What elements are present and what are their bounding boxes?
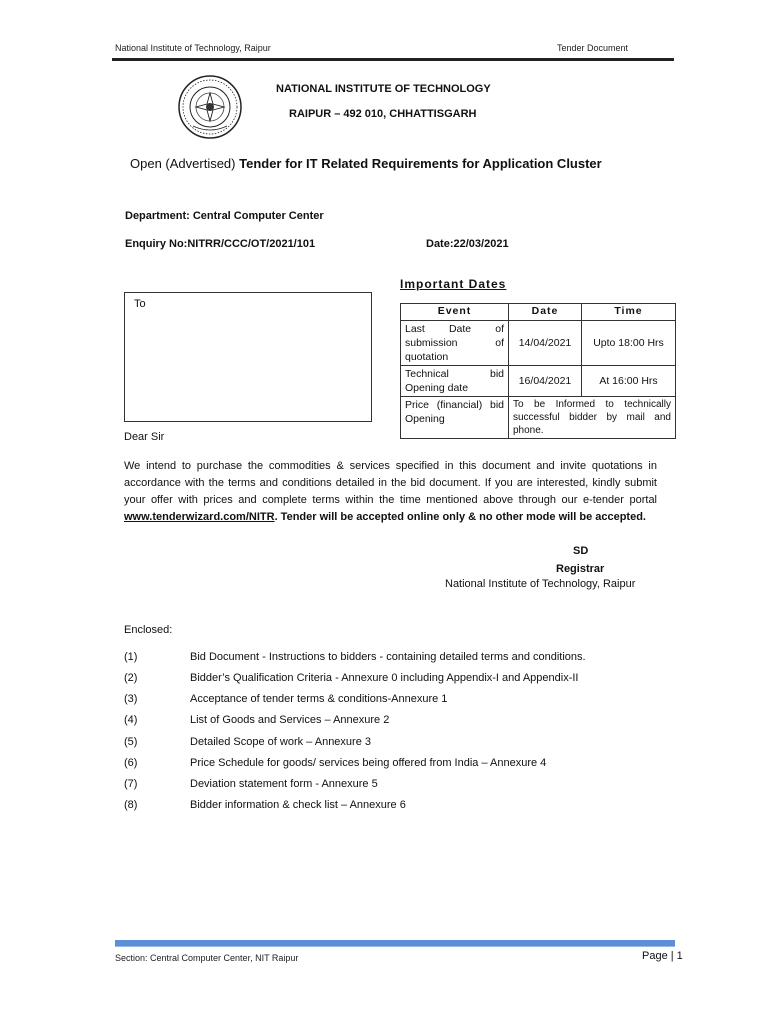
column-header-time: Time bbox=[582, 304, 676, 321]
list-item bbox=[124, 799, 406, 811]
important-dates-heading: Important Dates bbox=[400, 277, 507, 291]
header-left-text: National Institute of Technology, Raipur bbox=[115, 43, 271, 53]
event-cell: Technical bid Opening date bbox=[401, 366, 509, 397]
list-item-text: Acceptance of tender terms & conditions-Annexure 1 bbox=[190, 693, 448, 705]
list-item-number: (1) bbox=[124, 651, 138, 663]
enclosed-label: Enclosed: bbox=[124, 624, 173, 636]
footer-section-text: Section: Central Computer Center, NIT Raipur bbox=[115, 953, 299, 963]
table-row bbox=[401, 366, 676, 397]
list-item-text: Detailed Scope of work – Annexure 3 bbox=[190, 736, 372, 748]
list-item bbox=[124, 736, 371, 748]
date-cell: 14/04/2021 bbox=[509, 321, 582, 366]
time-cell: Upto 18:00 Hrs bbox=[582, 321, 676, 366]
list-item-text: Bidder’s Qualification Criteria - Annexure 0 including Appendix-I and Appendix-II bbox=[190, 672, 579, 684]
list-item-number: (6) bbox=[124, 757, 138, 769]
page-title bbox=[130, 156, 602, 171]
signature-designation: Registrar bbox=[556, 563, 605, 575]
signature-organization: National Institute of Technology, Raipur bbox=[445, 578, 636, 590]
table-row bbox=[401, 397, 676, 439]
time-cell: To be Informed to technically successful bidder by mail and phone. bbox=[509, 397, 676, 439]
institute-name: NATIONAL INSTITUTE OF TECHNOLOGY bbox=[276, 83, 491, 95]
body-text: We intend to purchase the commodities & services specified in this document and invite quotations in accordance with the terms and conditions detailed in the bid document. If you are interested, kindly submit your offer with prices and complete terms within the time mentioned above through our e-tender portal bbox=[124, 460, 657, 506]
e-tender-portal-link[interactable]: www.tenderwizard.com/NITR bbox=[124, 511, 275, 523]
list-item bbox=[124, 714, 389, 726]
list-item bbox=[124, 651, 586, 663]
salutation: Dear Sir bbox=[124, 431, 165, 443]
header-divider bbox=[112, 58, 674, 61]
body-bold-tail: . Tender will be accepted online only & no other mode will be accepted. bbox=[274, 511, 646, 523]
list-item-number: (8) bbox=[124, 799, 138, 811]
footer-divider-shadow bbox=[115, 946, 675, 947]
title-prefix: Open (Advertised) bbox=[130, 156, 236, 171]
important-dates-table bbox=[400, 303, 676, 439]
table-header-row bbox=[401, 304, 676, 321]
enquiry-number: Enquiry No:NITRR/CCC/OT/2021/101 bbox=[125, 238, 316, 250]
list-item-text: Bid Document - Instructions to bidders - containing detailed terms and conditions. bbox=[190, 651, 586, 663]
list-item-text: Price Schedule for goods/ services being offered from India – Annexure 4 bbox=[190, 757, 547, 769]
title-main: Tender for IT Related Requirements for Application Cluster bbox=[235, 156, 602, 171]
institute-address: RAIPUR – 492 010, CHHATTISGARH bbox=[289, 108, 477, 120]
event-cell: Last Date of submission of quotation bbox=[401, 321, 509, 366]
page-number: Page | 1 bbox=[642, 950, 683, 962]
list-item-number: (3) bbox=[124, 693, 138, 705]
list-item-text: List of Goods and Services – Annexure 2 bbox=[190, 714, 390, 726]
list-item bbox=[124, 778, 378, 790]
list-item-number: (7) bbox=[124, 778, 138, 790]
list-item-number: (2) bbox=[124, 672, 138, 684]
list-item bbox=[124, 757, 546, 769]
institute-emblem-icon bbox=[177, 74, 243, 140]
table-row bbox=[401, 321, 676, 366]
column-header-date: Date bbox=[509, 304, 582, 321]
list-item-number: (4) bbox=[124, 714, 138, 726]
body-paragraph bbox=[124, 458, 657, 526]
header-right-text: Tender Document bbox=[557, 43, 629, 53]
date-cell: 16/04/2021 bbox=[509, 366, 582, 397]
column-header-event: Event bbox=[401, 304, 509, 321]
department-label: Department: Central Computer Center bbox=[125, 210, 324, 222]
to-label: To bbox=[134, 298, 146, 310]
event-cell: Price (financial) bid Opening bbox=[401, 397, 509, 439]
time-cell: At 16:00 Hrs bbox=[582, 366, 676, 397]
list-item-text: Deviation statement form - Annexure 5 bbox=[190, 778, 378, 790]
signature-sd: SD bbox=[573, 545, 589, 557]
list-item-number: (5) bbox=[124, 736, 138, 748]
list-item bbox=[124, 693, 447, 705]
address-box bbox=[124, 292, 372, 422]
list-item-text: Bidder information & check list – Annexure 6 bbox=[190, 799, 406, 811]
list-item bbox=[124, 672, 579, 684]
document-date: Date:22/03/2021 bbox=[426, 238, 509, 250]
